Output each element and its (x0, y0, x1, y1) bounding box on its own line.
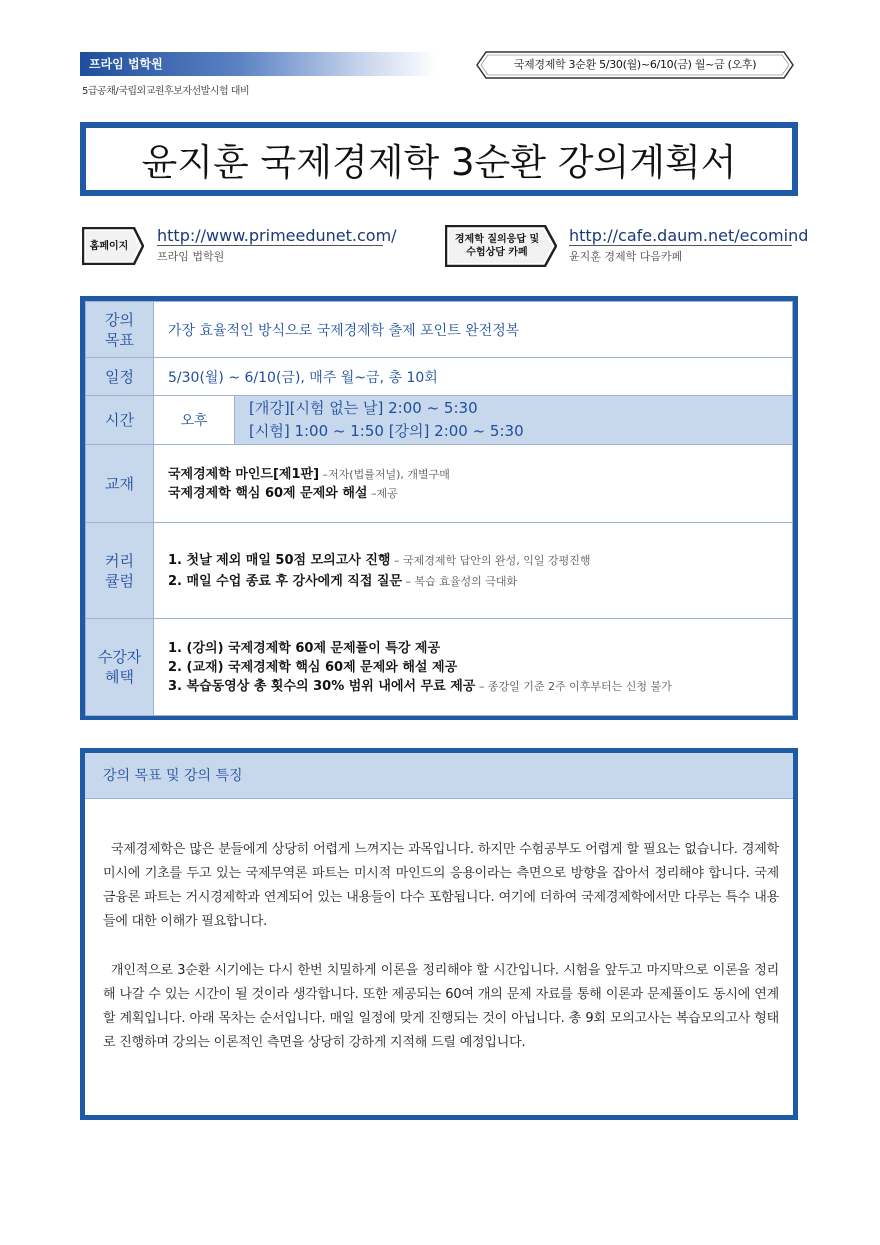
cafe-tag (445, 225, 557, 267)
label-benefits-line1: 수강자 (97, 648, 142, 666)
row-time (86, 396, 793, 445)
cafe-name: 윤지훈 경제학 다음카페 (569, 250, 683, 263)
features-paragraph-2: 개인적으로 3순환 시기에는 다시 한번 치밀하게 이론을 정리해야 할 시간입니다. 시험을 앞두고 마지막으로 이론을 정리해 나갈 수 있는 시간이 될 것이라 생각합니다. 또한 제공되는 60여 개의 문제 자료를 통해 이론과 문제풀이도 동시에 연계할 계획입니다. 아래 목차는 순서입니다. 매일 일정에 맞게 진행되는 것이 아닙니다. 총 9회 모의고사는 복습모의고사 형태로 진행하며 강의는 이론적인 측면을 상당히 강하게 지적해 드릴 예정입니다. (103, 963, 779, 1050)
schedule-value: 5/30(월) ~ 6/10(금), 매주 월~금, 총 10회 (154, 358, 793, 396)
curriculum-1-note: – 국제경제학 답안의 완성, 익일 강평진행 (390, 553, 591, 567)
title-box (80, 122, 798, 196)
benefit-1: 1. (강의) 국제경제학 60제 문제풀이 특강 제공 (168, 640, 441, 656)
book-1-title: 국제경제학 마인드[제1판] (168, 466, 320, 482)
features-box (80, 748, 798, 1120)
cafe-tag-line1: 경제학 질의응답 및 (454, 234, 540, 245)
curriculum-2: 2. 매일 수업 종료 후 강사에게 직접 질문 (168, 573, 403, 589)
time-line-1: [개강][시험 없는 날] 2:00 ~ 5:30 (249, 399, 478, 417)
benefits-list (154, 619, 793, 716)
curriculum-2-note: – 복습 효율성의 극대화 (402, 574, 518, 588)
cafe-tag-label (445, 225, 557, 267)
benefit-2: 2. (교재) 국제경제학 핵심 60제 문제와 해설 제공 (168, 659, 458, 675)
row-curriculum (86, 523, 793, 619)
book-2-title: 국제경제학 핵심 60제 문제와 해설 (168, 485, 368, 501)
label-curriculum (86, 523, 154, 619)
label-textbook: 교재 (86, 445, 154, 523)
benefit-3-note: – 종강일 기준 2주 이후부터는 신청 불가 (475, 679, 672, 693)
time-details (235, 396, 793, 445)
cafe-underline (569, 245, 792, 246)
cafe-url[interactable]: http://cafe.daum.net/ecomind (569, 226, 809, 245)
course-info-table (85, 301, 793, 716)
cafe-tag-line2: 수험상담 카페 (466, 247, 528, 258)
goal-text: 가장 효율적인 방식으로 국제경제학 출제 포인트 완전정복 (154, 302, 793, 358)
label-curriculum-line1: 커리 (105, 551, 134, 570)
curriculum-1: 1. 첫날 제외 매일 50점 모의고사 진행 (168, 552, 391, 568)
label-curriculum-line2: 큘럼 (105, 571, 134, 590)
label-time: 시간 (86, 396, 154, 445)
schedule-text: 국제경제학 3순환 5/30(월)~6/10(금) 월~금 (오후) (513, 58, 757, 71)
page-title: 윤지훈 국제경제학 3순환 강의계획서 (141, 141, 737, 184)
label-goal-line2: 목표 (105, 330, 134, 349)
homepage-underline (157, 245, 383, 246)
textbook-list (154, 445, 793, 523)
homepage-name: 프라임 법학원 (157, 250, 225, 263)
label-schedule: 일정 (86, 358, 154, 396)
time-line-2: [시험] 1:00 ~ 1:50 [강의] 2:00 ~ 5:30 (249, 422, 524, 440)
curriculum-list (154, 523, 793, 619)
row-schedule (86, 358, 793, 396)
label-benefits-line2: 혜택 (105, 668, 134, 686)
exam-note: 5급공채/국립외교원후보자선발시험 대비 (82, 86, 250, 97)
label-benefits (86, 619, 154, 716)
homepage-url[interactable]: http://www.primeedunet.com/ (157, 226, 397, 245)
book-1-note: –저자(법률저널), 개별구매 (319, 467, 450, 481)
row-textbook (86, 445, 793, 523)
row-benefits (86, 619, 793, 716)
features-heading: 강의 목표 및 강의 특징 (85, 753, 793, 799)
features-paragraph-1: 국제경제학은 많은 분들에게 상당히 어렵게 느껴지는 과목입니다. 하지만 수험공부도 어렵게 할 필요는 없습니다. 경제학 미시에 기초를 두고 있는 국제무역론 파트는 미시적 마인드의 응용이라는 측면으로 방향을 잡아서 정리해야 합니다. 국제금융론 파트는 거시경제학과 연계되어 있는 내용들이 다수 포함됩니다. 여기에 더하여 국제경제학에서만 다루는 특수 내용들에 대한 이해가 필요합니다. (103, 842, 779, 929)
label-goal-line1: 강의 (105, 310, 134, 329)
course-info-box (80, 296, 798, 720)
label-goal (86, 302, 154, 358)
row-goal (86, 302, 793, 358)
brand-name: 프라임 법학원 (89, 57, 163, 71)
schedule-banner (476, 51, 794, 79)
book-2-note: –제공 (367, 486, 398, 500)
homepage-tag-label: 홈페이지 (89, 240, 129, 252)
brand-bar (80, 52, 436, 76)
time-slot: 오후 (154, 396, 235, 445)
homepage-tag (82, 227, 144, 265)
benefit-3: 3. 복습동영상 총 횟수의 30% 범위 내에서 무료 제공 (168, 678, 476, 694)
